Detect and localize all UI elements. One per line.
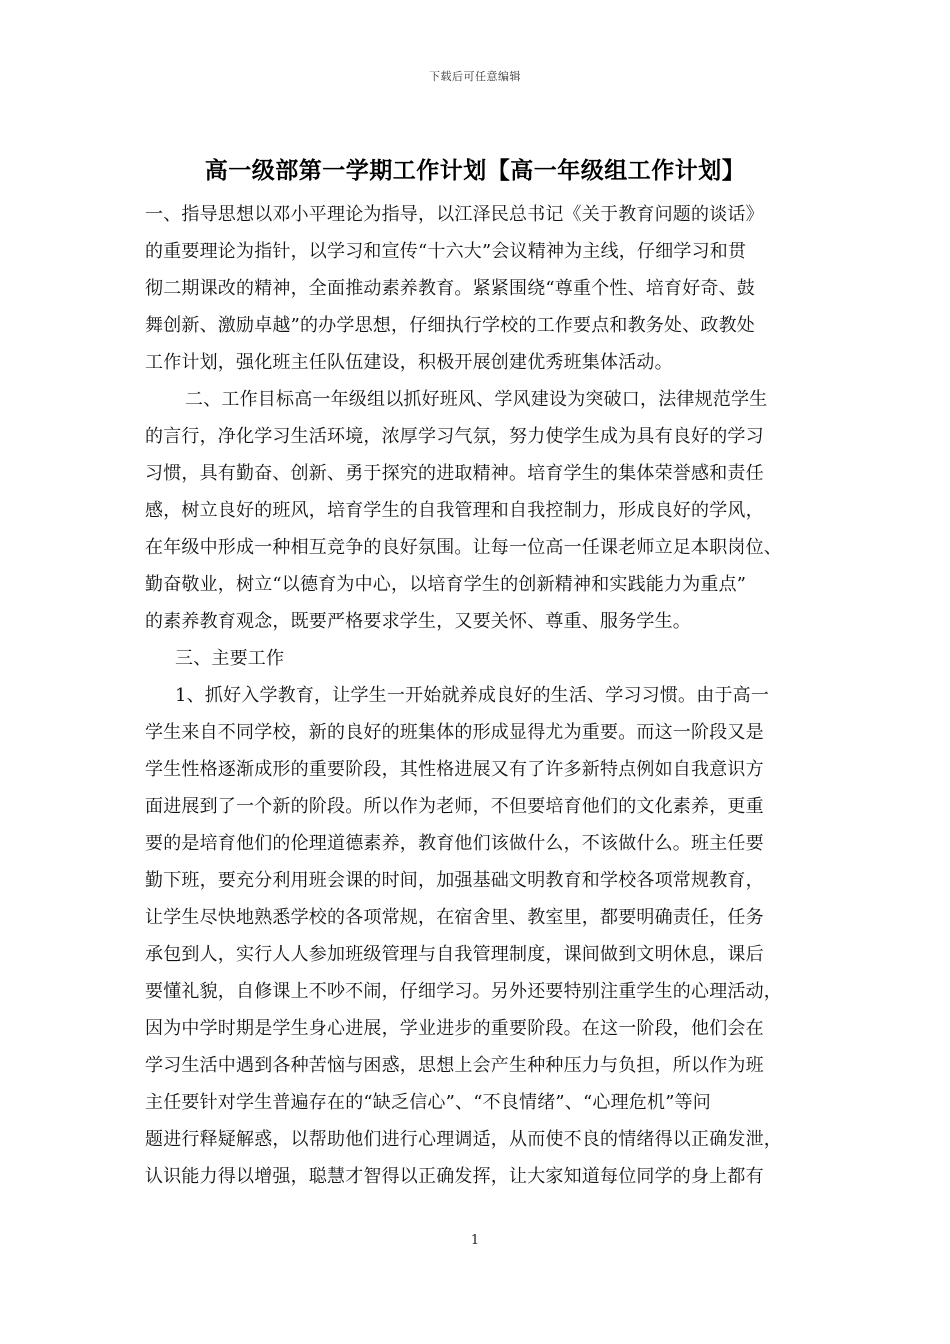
paragraph-line: 让学生尽快地熟悉学校的各项常规，在宿舍里、教室里，都要明确责任，任务 [145,907,764,928]
paragraph-line: 面进展到了一个新的阶段。所以作为老师，不但要培育他们的文化素养，更重 [145,796,764,817]
paragraph-line: 勤下班，要充分利用班会课的时间，加强基础文明教育和学校各项常规教育， [145,870,764,891]
paragraph-line: 学生来自不同学校，新的良好的班集体的形成显得尤为重要。而这一阶段又是 [145,722,764,743]
header-note: 下载后可任意编辑 [429,70,521,83]
paragraph-line: 学生性格逐渐成形的重要阶段，其性格进展又有了许多新特点例如自我意识方 [145,759,764,780]
paragraph-line: 勤奋敬业，树立“以德育为中心，以培育学生的创新精神和实践能力为重点” [145,574,747,595]
paragraph-line: 的言行，净化学习生活环境，浓厚学习气氛，努力使学生成为具有良好的学习 [145,426,764,447]
section-heading: 三、主要工作 [175,648,285,669]
paragraph-line: 感，树立良好的班风，培育学生的自我管理和自我控制力，形成良好的学风， [145,500,764,521]
paragraph-line: 的重要理论为指针，以学习和宣传“十六大”会议精神为主线，仔细学习和贯 [145,241,747,262]
paragraph-line: 1、抓好入学教育，让学生一开始就养成良好的生活、学习习惯。由于高一 [175,685,770,706]
paragraph-line: 在年级中形成一种相互竞争的良好氛围。让每一位高一任课老师立足本职岗位、 [145,537,782,558]
paragraph-line: 认识能力得以增强，聪慧才智得以正确发挥，让大家知道每位同学的身上都有 [145,1166,764,1187]
paragraph-line: 工作计划，强化班主任队伍建设，积极开展创建优秀班集体活动。 [145,352,673,373]
paragraph-line: 题进行释疑解惑，以帮助他们进行心理调适，从而使不良的情绪得以正确发泄， [145,1129,782,1150]
paragraph-line: 彻二期课改的精神，全面推动素养教育。紧紧围绕“尊重个性、培育好奇、鼓 [145,278,755,299]
paragraph-line: 要懂礼貌，自修课上不吵不闹，仔细学习。另外还要特别注重学生的心理活动， [145,981,782,1002]
paragraph-line: 习惯，具有勤奋、创新、勇于探究的进取精神。培育学生的集体荣誉感和责任 [145,463,764,484]
paragraph-line: 因为中学时期是学生身心进展，学业进步的重要阶段。在这一阶段，他们会在 [145,1018,764,1039]
paragraph-line: 主任要针对学生普遍存在的“缺乏信心”、“不良情绪”、“心理危机”等问 [145,1092,712,1113]
document-body [145,196,807,1195]
paragraph-line: 舞创新、激励卓越”的办学思想，仔细执行学校的工作要点和教务处、政教处 [145,315,755,336]
paragraph-line: 一、指导思想以邓小平理论为指导，以江泽民总书记《关于教育问题的谈话》 [145,204,764,225]
document-title: 高一级部第一学期工作计划【高一年级组工作计划】 [204,157,746,184]
paragraph-line: 要的是培育他们的伦理道德素养，教育他们该做什么，不该做什么。班主任要 [145,833,764,854]
paragraph-line: 二、工作目标高一年级组以抓好班风、学风建设为突破口，法律规范学生 [185,389,768,410]
page-number: 1 [470,1233,480,1248]
paragraph-line: 的素养教育观念，既要严格要求学生，又要关怀、尊重、服务学生。 [145,611,691,632]
paragraph-line: 学习生活中遇到各种苦恼与困惑，思想上会产生种种压力与负担，所以作为班 [145,1055,764,1076]
paragraph-line: 承包到人，实行人人参加班级管理与自我管理制度，课间做到文明休息，课后 [145,944,764,965]
